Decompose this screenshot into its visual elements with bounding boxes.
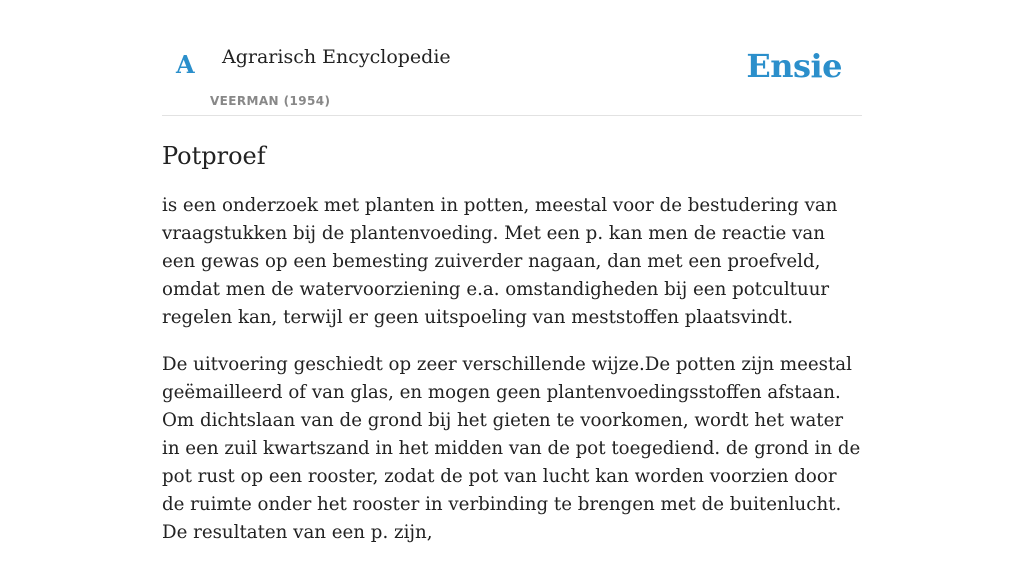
source-logo-icon[interactable]: A <box>176 50 195 79</box>
entry-title: Potproef <box>162 142 266 170</box>
entry-paragraph-2: De uitvoering geschiedt op zeer verschillende wijze.De potten zijn meestal geëmailleerd of van glas, en mogen geen plantenvoedingsstoffen afstaan. Om dichtslaan van de grond bij het gieten te voorkomen, wordt het water in een zuil kwartszand in het midden van de pot toegediend. de grond in de pot rust op een rooster, zodat de pot van lucht kan worden voorzien door de ruimte onder het rooster in verbinding te brengen met de buitenlucht. De resultaten van een p. zijn, <box>162 354 861 543</box>
entry-body <box>162 192 862 547</box>
ensie-logo-link[interactable]: Ensie <box>746 47 842 85</box>
source-author: VEERMAN (1954) <box>210 94 331 108</box>
content-container <box>162 0 862 566</box>
source-title-link[interactable]: Agrarisch Encyclopedie <box>222 46 451 68</box>
entry-paragraph-1: is een onderzoek met planten in potten, meestal voor de bestudering van vraagstukken bij de plantenvoeding. Met een p. kan men de reactie van een gewas op een bemesting zuiverder nagaan, dan met een proefveld, omdat men de watervoorziening e.a. omstandigheden bij een potcultuur regelen kan, terwijl er geen uitspoeling van meststoffen plaatsvindt. <box>162 195 838 328</box>
source-header <box>162 0 862 116</box>
